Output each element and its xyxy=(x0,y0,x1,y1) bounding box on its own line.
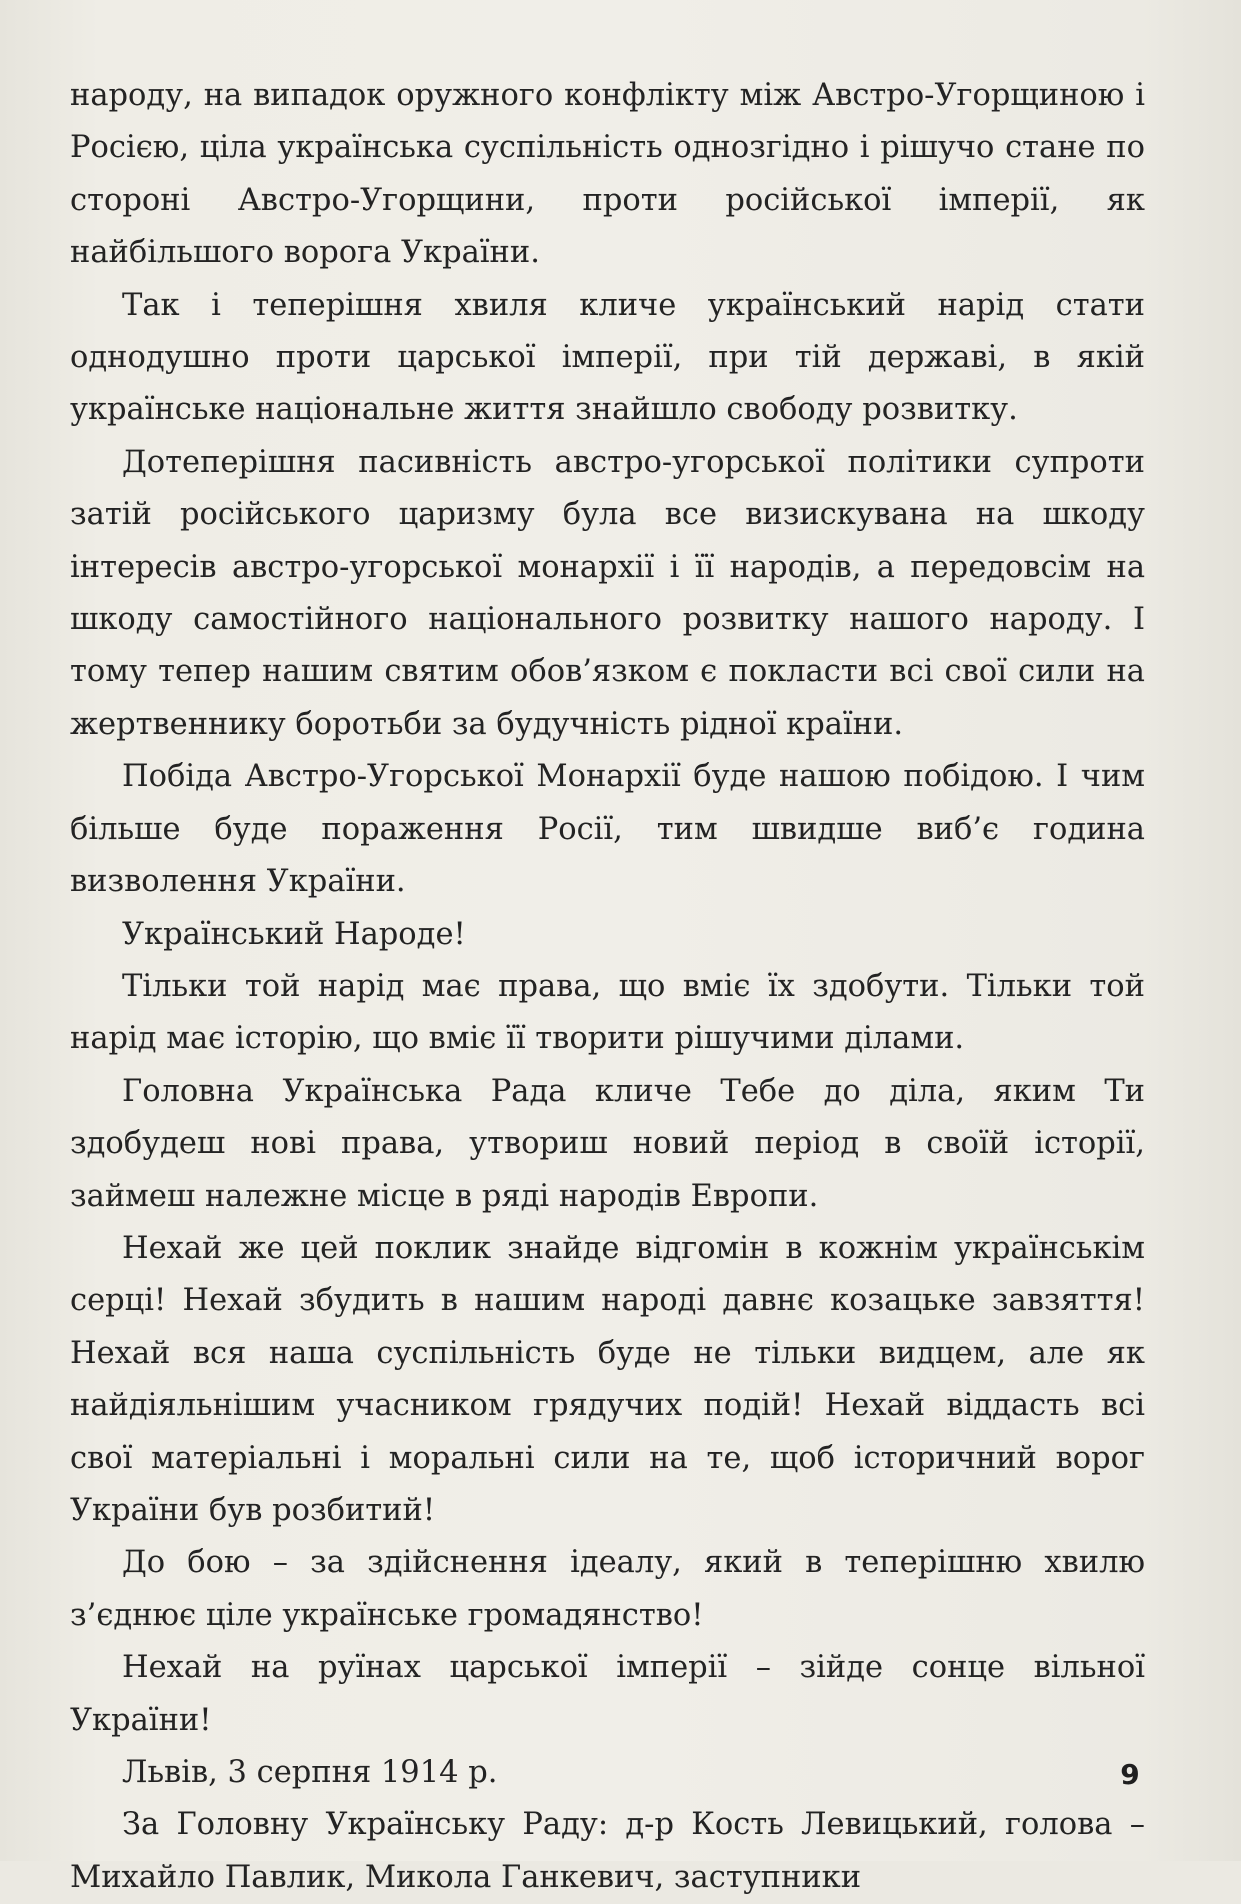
body-text xyxy=(70,70,1145,1904)
page-number: 9 xyxy=(1120,1758,1140,1791)
paragraph-9: До бою – за здійснення ідеалу, який в теперішню хвилю з’єднює ціле українське громадянство! xyxy=(70,1545,1145,1633)
paragraph-2: Так і теперішня хвиля кличе український нарід стати однодушно проти царської імперії, при тій державі, в якій українське національне життя знайшло свободу розвитку. xyxy=(70,287,1145,428)
paragraph-1: народу, на випадок оружного конфлікту між Австро-Угорщиною і Росією, ціла українська суспільність однозгідно і рішучо стане по стороні Австро-Угорщини, проти російської імперії, як найбільшого ворога України. xyxy=(70,78,1145,271)
paragraph-7: Головна Українська Рада кличе Тебе до діла, яким Ти здобудеш нові права, утвориш новий період в своїй історії, займеш належне місце в ряді народів Европи. xyxy=(70,1073,1145,1214)
paragraph-5-appeal: Український Народе! xyxy=(122,916,466,952)
paragraph-6: Тільки той нарід має права, що вміє їх здобути. Тільки той нарід має історію, що вміє її творити рішучими ділами. xyxy=(70,968,1145,1057)
paragraph-3: Дотеперішня пасивність австро-угорської політики супроти затій російського царизму була все визискувана на шкоду інтересів австро-угорської монархії і її народів, а передовсім на шкоду самостійного національного розвитку нашого народу. І тому тепер нашим святим обов’язком є покласти всі свої сили на жертвеннику боротьби за будучність рідної країни. xyxy=(70,444,1145,742)
dateline: Львів, 3 серпня 1914 р. xyxy=(122,1755,498,1790)
signatories: За Головну Українську Раду: д-р Кость Левицький, голова – Михайло Павлик, Микола Ганкевич, заступники xyxy=(70,1807,1145,1895)
paragraph-4: Побіда Австро-Угорської Монархії буде нашою побідою. І чим більше буде пораження Росії, тим швидше виб’є година визволення України. xyxy=(70,759,1145,900)
paragraph-8: Нехай же цей поклик знайде відгомін в кожнім українськім серці! Нехай збудить в нашим народі давнє козацьке завзяття! Нехай вся наша суспільність буде не тільки видцем, але як найдіяльнішим учасником грядучих подій! Нехай віддасть всі свої матеріальні і моральні сили на те, щоб історичний ворог України був розбитий! xyxy=(70,1230,1145,1528)
paragraph-10: Нехай на руїнах царської імперії – зійде сонце вільної України! xyxy=(70,1650,1145,1738)
